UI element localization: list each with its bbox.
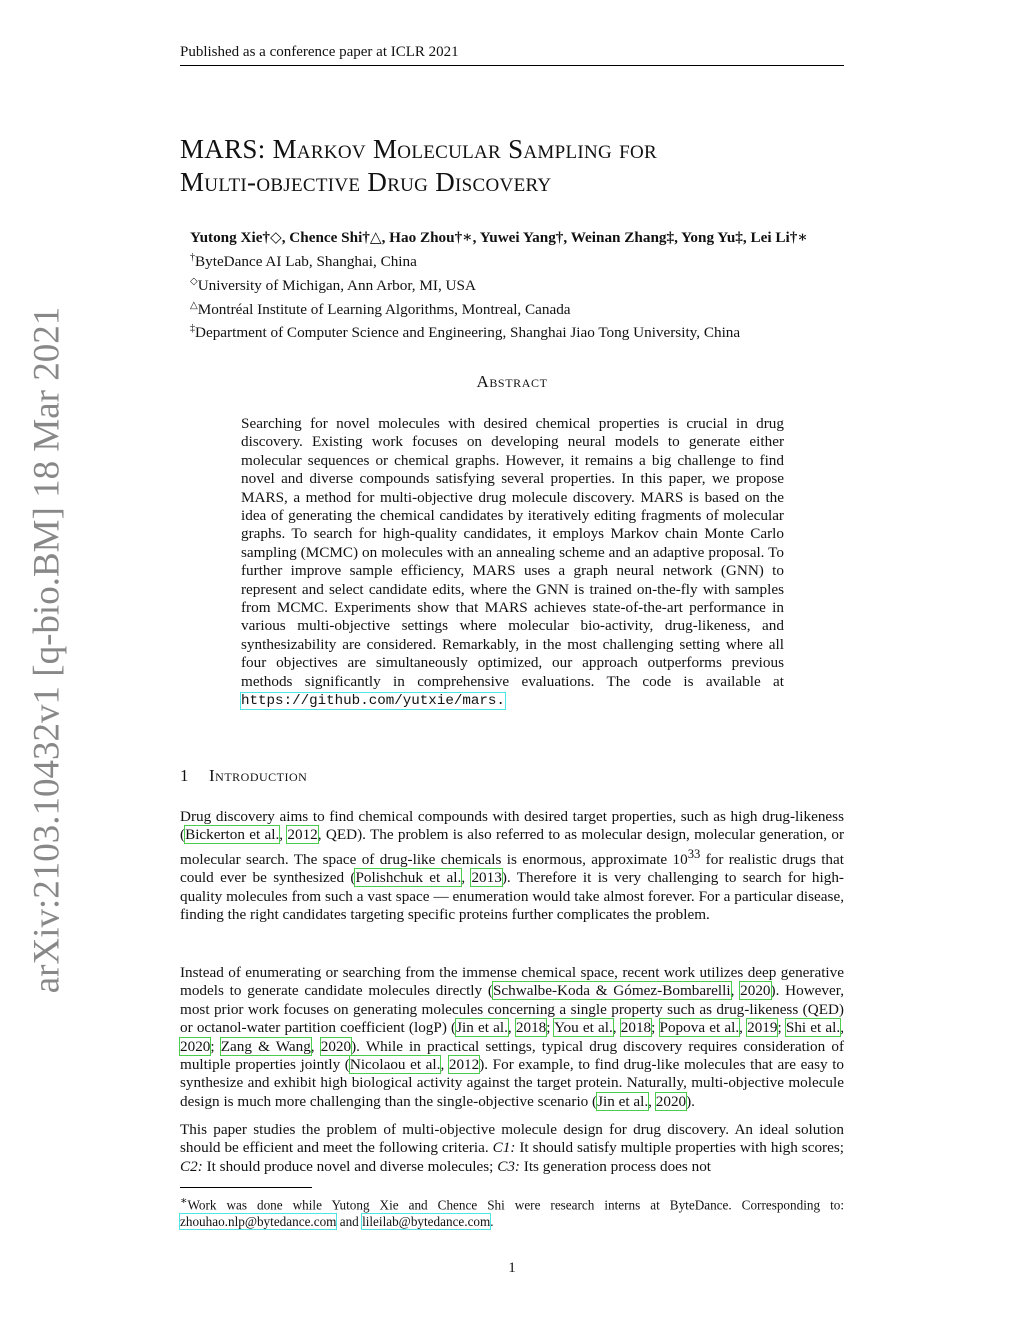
abstract-heading: Abstract [476, 372, 548, 391]
intro-paragraph-1: Drug discovery aims to find chemical compounds with desired target properties, such as high drug-likeness (Bickerton et al., 2012, QED). The problem is also referred to as molecular design, molecular generation, or molecular search. The space of drug-like chemicals is enormous, approximate $10^{33}$ for realistic drugs that could ever be synthesized (Polishchuk et al., 2013). Therefore it is very challenging to search for high-quality molecules from such a vast space — enumeration would take almost forever. For a particular disease, finding the right candidates targeting specific proteins further complicates the problem. [180, 808, 845, 924]
citation-year-link[interactable]: 2018 [620, 1019, 652, 1037]
affiliation-4: ‡Department of Computer Science and Engineering, Shanghai Jiao Tong University, China [190, 323, 741, 342]
page-number: 1 [508, 1260, 516, 1276]
citation-link[interactable]: Popova et al. [659, 1019, 740, 1037]
title-line-1: MARS: Markov Molecular Sampling for [180, 134, 657, 164]
arxiv-stamp: arXiv:2103.10432v1 [q-bio.BM] 18 Mar 2021 [26, 306, 68, 994]
footnote: ∗Work was done while Yutong Xie and Chence Shi were research interns at ByteDance. Corresponding to: zhouhao.nlp@bytedance.com and lileilab@bytedance.com. [180, 1195, 844, 1230]
intro-paragraph-3: This paper studies the problem of multi-objective molecule design for drug discovery. An ideal solution should be efficient and meet the following criteria. C1: It should satisfy multiple properties with high scores; C2: It should produce novel and diverse molecules; C3: Its generation process does not [180, 1121, 844, 1175]
abstract-body: Searching for novel molecules with desired chemical properties is crucial in drug discovery. Existing work focuses on developing neural models to generate either molecular sequences or chemical graphs. However, it remains a big challenge to find novel and diverse compounds satisfying several properties. In this paper, we propose MARS, a method for multi-objective drug molecule discovery. MARS is based on the idea of generating the chemical candidates by iteratively editing fragments of molecular graphs. To search for high-quality candidates, it employs Markov chain Monte Carlo sampling (MCMC) on molecules with an annealing scheme and an adaptive proposal. To further improve sample efficiency, MARS uses a graph neural network (GNN) to represent and select candidate edits, where the GNN is trained on-the-fly with samples from MCMC. Experiments show that MARS achieves state-of-the-art performance in various multi-objective settings where molecular bio-activity, drug-likeness, and synthesizability are considered. Remarkably, in the most challenging setting where all four objectives are simultaneously optimized, our approach outperforms previous methods significantly in comprehensive evaluations. The code is available at https://github.com/yutxie/mars. [241, 415, 784, 710]
citation-link[interactable]: Shi et al. [785, 1019, 841, 1037]
citation-link[interactable]: Nicolaou et al. [349, 1056, 441, 1074]
running-header: Published as a conference paper at ICLR 2021 [180, 44, 844, 66]
citation-year-link[interactable]: 2018 [515, 1019, 547, 1037]
citation-year-link[interactable]: 2020 [655, 1092, 687, 1110]
email-link-lilei[interactable]: lileilab@bytedance.com [362, 1214, 491, 1230]
author-names: Yutong Xie†◇, Chence Shi†△, Hao Zhou†∗, Yuwei Yang†, Weinan Zhang‡, Yong Yu‡, Lei Li†∗ [190, 229, 808, 246]
affiliation-3: △Montréal Institute of Learning Algorithms, Montreal, Canada [190, 299, 571, 318]
citation-year-link[interactable]: 2012 [287, 826, 318, 844]
citation-year-link[interactable]: 2019 [747, 1019, 778, 1037]
citation-year-link[interactable]: 2013 [471, 869, 502, 887]
paper-title [180, 133, 844, 199]
author-block [190, 228, 808, 343]
citation-link[interactable]: Polishchuk et al. [355, 869, 462, 887]
citation-year-link[interactable]: 2020 [740, 982, 771, 1000]
intro-paragraph-2: Instead of enumerating or searching from the immense chemical space, recent work utilizes deep generative models to generate candidate molecules directly (Schwalbe-Koda & Gómez-Bombarelli, 2020). However, most prior work focuses on generating molecules concerning a single property such as drug-likeness (QED) or octanol-water partition coefficient (logP) (Jin et al., 2018; You et al., 2018; Popova et al., 2019; Shi et al., 2020; Zang & Wang, 2020). While in practical settings, typical drug discovery requires consideration of multiple properties jointly (Nicolaou et al., 2012). For example, to find drug-like molecules that are easy to synthesize and exhibit high biological activity against the target protein. Naturally, multi-objective molecule design is much more challenging than the single-objective scenario (Jin et al., 2020). [180, 964, 845, 1110]
citation-link[interactable]: Jin et al. [597, 1092, 649, 1110]
citation-link[interactable]: Jin et al. [456, 1019, 508, 1037]
citation-link[interactable]: Bickerton et al. [185, 826, 280, 844]
citation-year-link[interactable]: 2020 [180, 1037, 211, 1055]
title-line-2: Multi-objective Drug Discovery [180, 167, 552, 197]
citation-year-link[interactable]: 2012 [448, 1056, 480, 1074]
section-heading-introduction: 1 Introduction [180, 766, 308, 785]
footnote-rule [180, 1187, 312, 1188]
citation-link[interactable]: Schwalbe-Koda & Gómez-Bombarelli [492, 982, 731, 1000]
citation-link[interactable]: You et al. [554, 1019, 613, 1037]
citation-link[interactable]: Zang & Wang [220, 1037, 311, 1055]
email-link-zhouhao[interactable]: zhouhao.nlp@bytedance.com [180, 1214, 337, 1230]
code-url-link[interactable]: https://github.com/yutxie/mars. [241, 693, 505, 710]
citation-year-link[interactable]: 2020 [320, 1037, 352, 1055]
affiliation-2: ◇University of Michigan, Ann Arbor, MI, USA [190, 275, 476, 294]
affiliation-1: †ByteDance AI Lab, Shanghai, China [190, 251, 417, 270]
